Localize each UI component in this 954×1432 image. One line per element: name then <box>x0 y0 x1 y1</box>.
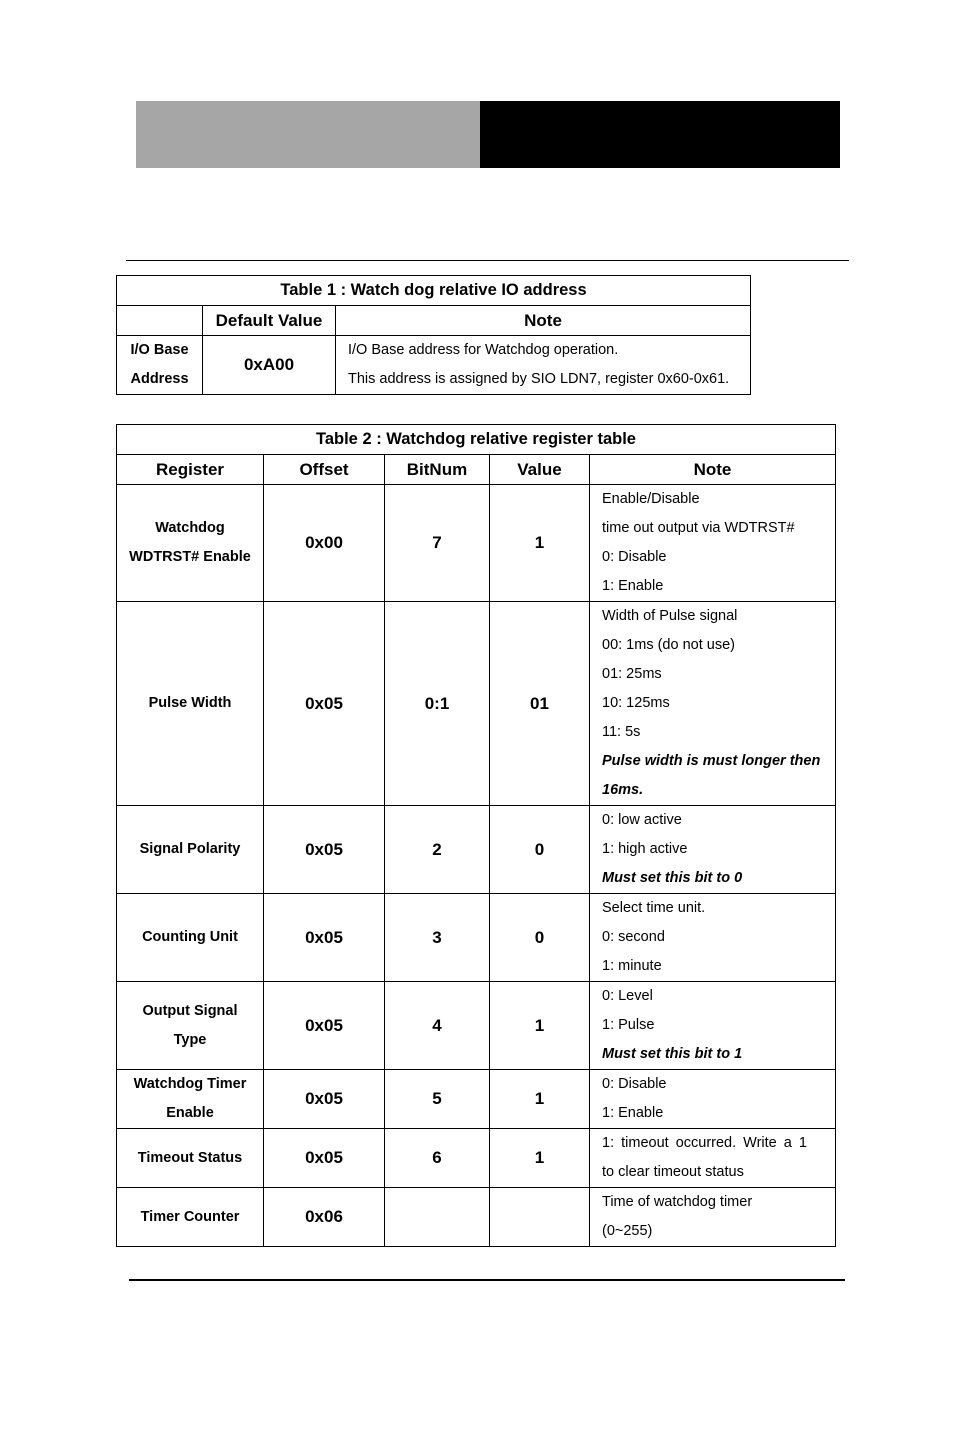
register-note: 0: Level 1: Pulse Must set this bit to 1 <box>590 982 836 1070</box>
table2-header-offset: Offset <box>264 455 385 485</box>
register-bitnum: 3 <box>385 894 490 982</box>
register-name: Watchdog Timer Enable <box>117 1070 264 1129</box>
register-note: Time of watchdog timer (0~255) <box>590 1188 836 1247</box>
register-name: Output Signal Type <box>117 982 264 1070</box>
register-value: 0 <box>490 806 590 894</box>
register-note: 0: Disable 1: Enable <box>590 1070 836 1129</box>
table1-header-note: Note <box>336 306 751 336</box>
table-row <box>117 1188 836 1247</box>
register-value: 01 <box>490 602 590 806</box>
table-row <box>117 1129 836 1188</box>
top-rule <box>126 260 849 261</box>
register-note: Select time unit. 0: second 1: minute <box>590 894 836 982</box>
register-note: 1: timeout occurred. Write a 1 to clear timeout status <box>590 1129 836 1188</box>
table-row <box>117 485 836 602</box>
register-name: Watchdog WDTRST# Enable <box>117 485 264 602</box>
register-table <box>116 424 836 1247</box>
register-name: Counting Unit <box>117 894 264 982</box>
table-row <box>117 982 836 1070</box>
register-offset: 0x05 <box>264 806 385 894</box>
table1-row-name: I/O Base Address <box>117 336 203 395</box>
table2-caption: Table 2 : Watchdog relative register table <box>117 425 836 455</box>
register-bitnum: 2 <box>385 806 490 894</box>
register-offset: 0x05 <box>264 1129 385 1188</box>
header-gray-band <box>136 101 480 168</box>
io-address-table <box>116 275 751 395</box>
register-bitnum: 7 <box>385 485 490 602</box>
table1-header-default-value: Default Value <box>203 306 336 336</box>
header-black-band <box>480 101 838 168</box>
register-offset: 0x05 <box>264 982 385 1070</box>
register-note: Width of Pulse signal 00: 1ms (do not use) 01: 25ms 10: 125ms 11: 5s Pulse width is must longer then 16ms. <box>590 602 836 806</box>
table2-header-bitnum: BitNum <box>385 455 490 485</box>
register-value: 0 <box>490 894 590 982</box>
register-name: Timeout Status <box>117 1129 264 1188</box>
register-bitnum: 0:1 <box>385 602 490 806</box>
register-name: Timer Counter <box>117 1188 264 1247</box>
header-black-edge <box>838 101 840 168</box>
table-row <box>117 602 836 806</box>
table-row <box>117 1070 836 1129</box>
table1-default-value: 0xA00 <box>203 336 336 395</box>
register-value <box>490 1188 590 1247</box>
register-offset: 0x05 <box>264 602 385 806</box>
register-value: 1 <box>490 485 590 602</box>
bottom-rule <box>129 1279 845 1281</box>
register-bitnum: 4 <box>385 982 490 1070</box>
register-name: Pulse Width <box>117 602 264 806</box>
table1-note: I/O Base address for Watchdog operation. This address is assigned by SIO LDN7, register 0x60-0x61. <box>336 336 751 395</box>
table-row <box>117 336 751 395</box>
register-value: 1 <box>490 982 590 1070</box>
register-offset: 0x05 <box>264 894 385 982</box>
register-offset: 0x00 <box>264 485 385 602</box>
table-row <box>117 894 836 982</box>
register-value: 1 <box>490 1070 590 1129</box>
table2-header-register: Register <box>117 455 264 485</box>
register-offset: 0x06 <box>264 1188 385 1247</box>
register-bitnum <box>385 1188 490 1247</box>
table-row <box>117 806 836 894</box>
register-bitnum: 5 <box>385 1070 490 1129</box>
table1-caption: Table 1 : Watch dog relative IO address <box>117 276 751 306</box>
table1-header-blank <box>117 306 203 336</box>
register-value: 1 <box>490 1129 590 1188</box>
table2-header-note: Note <box>590 455 836 485</box>
register-note: Enable/Disable time out output via WDTRST# 0: Disable 1: Enable <box>590 485 836 602</box>
register-name: Signal Polarity <box>117 806 264 894</box>
register-bitnum: 6 <box>385 1129 490 1188</box>
table2-header-value: Value <box>490 455 590 485</box>
register-note: 0: low active 1: high active Must set this bit to 0 <box>590 806 836 894</box>
register-offset: 0x05 <box>264 1070 385 1129</box>
